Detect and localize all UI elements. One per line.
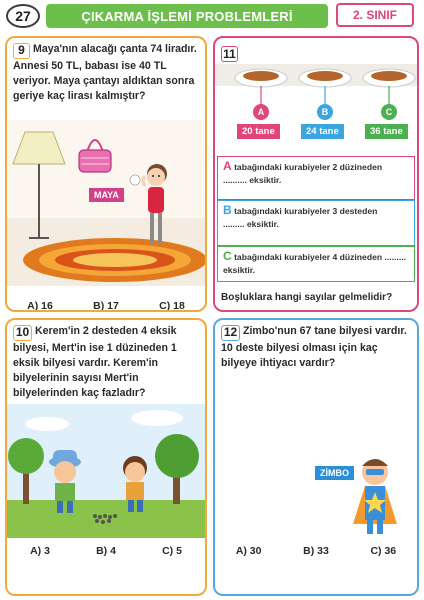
plate-b-count: 24 tane [301, 124, 344, 139]
question-11-number-wrap [221, 43, 241, 62]
question-12-text [215, 320, 417, 371]
maya-name-tag: MAYA [89, 188, 124, 202]
option-c[interactable]: C) 5 [162, 545, 182, 557]
question-11-number: 11 [221, 46, 238, 62]
question-12-body: Zimbo'nun 67 tane bilyesi vardır. 10 deste bilyesi olması için kaç bilyeye ihtiyacı vardır? [221, 325, 407, 369]
plate-b-letter: B [321, 107, 329, 117]
cookie-plates-illustration [215, 64, 417, 122]
option-b[interactable]: B) 17 [93, 300, 119, 312]
statement-c [217, 246, 415, 282]
option-a[interactable]: A) 16 [27, 300, 53, 312]
option-c[interactable]: C) 18 [159, 300, 185, 312]
statement-a-letter: A [223, 159, 232, 173]
plate-c-letter: C [385, 107, 393, 117]
question-card-12 [213, 318, 419, 596]
statement-a-blank[interactable]: .......... eksiktir. [223, 175, 282, 185]
grade-badge: 2. SINIF [336, 3, 414, 27]
maya-room-illustration [7, 120, 205, 286]
question-10-options [7, 545, 205, 557]
question-10-body: Kerem'in 2 desteden 4 eksik bilyesi, Mert'in ise 1 düzineden 1 eksik bilyesi vardır. Kerem'in bilyelerinin sayısı Mert'in bilyelerinden kaç fazladır? [13, 325, 177, 399]
question-card-10 [5, 318, 207, 596]
statement-b-text: tabağındaki kurabiyeler 3 desteden [234, 206, 378, 216]
option-a[interactable]: A) 3 [30, 545, 50, 557]
option-b[interactable]: B) 33 [303, 545, 329, 557]
statement-b-letter: B [223, 203, 232, 217]
page-number: 27 [6, 4, 40, 28]
question-9-options [7, 300, 205, 312]
plate-c-count: 36 tane [365, 124, 408, 139]
question-9-number: 9 [13, 43, 30, 59]
statement-c-letter: C [223, 249, 232, 263]
question-12-number: 12 [221, 325, 240, 341]
question-9-body: Maya'nın alacağı çanta 74 liradır. Annesi 50 TL, babası ise 40 TL veriyor. Maya çantayı aldıktan sonra geriye kaç lirası kalmıştır? [13, 43, 197, 102]
statement-c-blank: eksiktir. [223, 265, 256, 275]
statement-a-text: tabağındaki kurabiyeler 2 düzineden [234, 162, 383, 172]
park-illustration [7, 404, 205, 538]
zimbo-name-tag: ZİMBO [315, 466, 354, 480]
question-10-number: 10 [13, 325, 32, 341]
statement-b [217, 200, 415, 246]
question-11-prompt: Boşluklara hangi sayılar gelmelidir? [221, 292, 393, 303]
question-10-text [7, 320, 205, 401]
statement-c-text[interactable]: tabağındaki kurabiyeler 4 düzineden ......... [234, 252, 406, 262]
plate-a-count: 20 tane [237, 124, 280, 139]
statement-a [217, 156, 415, 200]
question-9-text [7, 38, 205, 104]
option-b[interactable]: B) 4 [96, 545, 116, 557]
option-c[interactable]: C) 36 [370, 545, 397, 557]
plate-a-letter: A [257, 107, 265, 117]
option-a[interactable]: A) 30 [235, 545, 262, 557]
question-12-options [215, 545, 417, 557]
page-title: ÇIKARMA İŞLEMİ PROBLEMLERİ [46, 4, 328, 28]
question-card-11 [213, 36, 419, 312]
question-card-9 [5, 36, 207, 312]
statement-b-blank[interactable]: ......... eksiktir. [223, 219, 279, 229]
